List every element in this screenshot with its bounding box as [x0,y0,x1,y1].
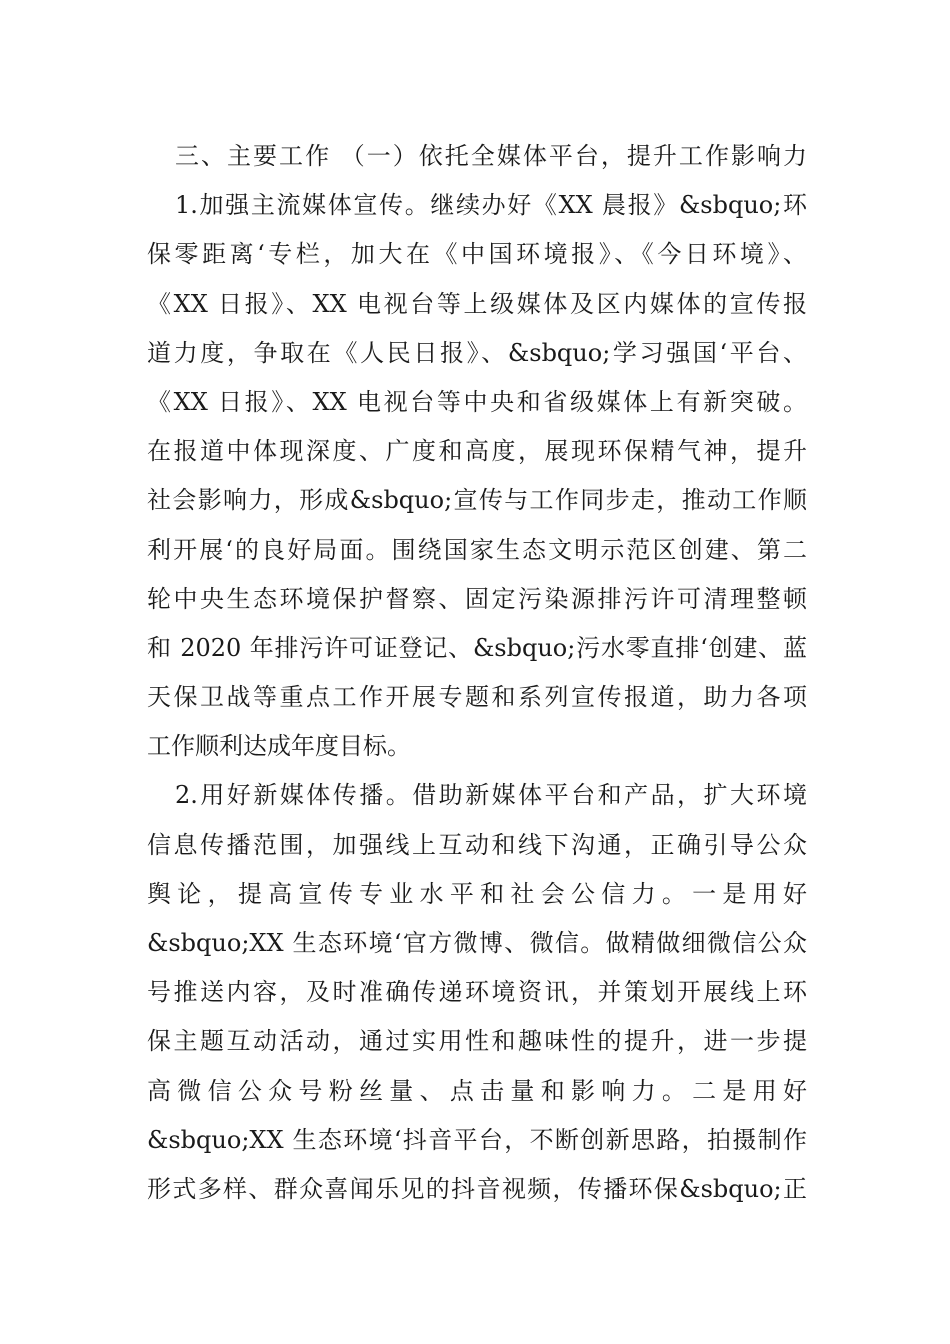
paragraph-line: 保主题互动活动，通过实用性和趣味性的提升，进一步提 [147,1027,807,1056]
paragraph-line: 和 2020 年排污许可证登记、&sbquo;污水零直排‘创建、蓝 [147,633,807,662]
paragraph-line: 2.用好新媒体传播。借助新媒体平台和产品，扩大环境 [175,781,807,810]
paragraph-line: 号推送内容，及时准确传递环境资讯，并策划开展线上环 [147,978,807,1007]
paragraph-line: 轮中央生态环境保护督察、固定污染源排污许可清理整顿 [147,584,807,613]
paragraph-line: 1.加强主流媒体宣传。继续办好《XX 晨报》&sbquo;环 [175,191,807,220]
paragraph-line: 形式多样、群众喜闻乐见的抖音视频，传播环保&sbquo;正 [147,1174,807,1203]
paragraph-line: 《XX 日报》、XX 电视台等中央和省级媒体上有新突破。 [147,387,807,416]
paragraph-line: &sbquo;XX 生态环境‘官方微博、微信。做精做细微信公众 [147,929,807,957]
paragraph-line: 利开展‘的良好局面。围绕国家生态文明示范区创建、第二 [147,535,807,564]
paragraph-line: 在报道中体现深度、广度和高度，展现环保精气神，提升 [147,437,807,466]
paragraph-line: 天保卫战等重点工作开展专题和系列宣传报道，助力各项 [147,683,807,712]
paragraph-line: 保零距离‘专栏，加大在《中国环境报》、《今日环境》、 [147,240,807,269]
paragraph-line: 《XX 日报》、XX 电视台等上级媒体及区内媒体的宣传报 [147,289,807,318]
paragraph-line: 高微信公众号粉丝量、点击量和影响力。二是用好 [147,1076,807,1105]
paragraph-line: 社会影响力，形成&sbquo;宣传与工作同步走，推动工作顺 [147,486,807,515]
paragraph-line: &sbquo;XX 生态环境‘抖音平台，不断创新思路，拍摄制作 [147,1125,807,1154]
paragraph-line: 信息传播范围，加强线上互动和线下沟通，正确引导公众 [147,830,807,859]
document-body [147,132,807,1214]
paragraph-line: 工作顺利达成年度目标。 [147,732,411,761]
section-heading: 三、主要工作 （一）依托全媒体平台，提升工作影响力 [175,142,807,170]
paragraph-line: 道力度，争取在《人民日报》、&sbquo;学习强国‘平台、 [147,338,807,367]
paragraph-line: 舆论，提高宣传专业水平和社会公信力。一是用好 [147,879,807,908]
